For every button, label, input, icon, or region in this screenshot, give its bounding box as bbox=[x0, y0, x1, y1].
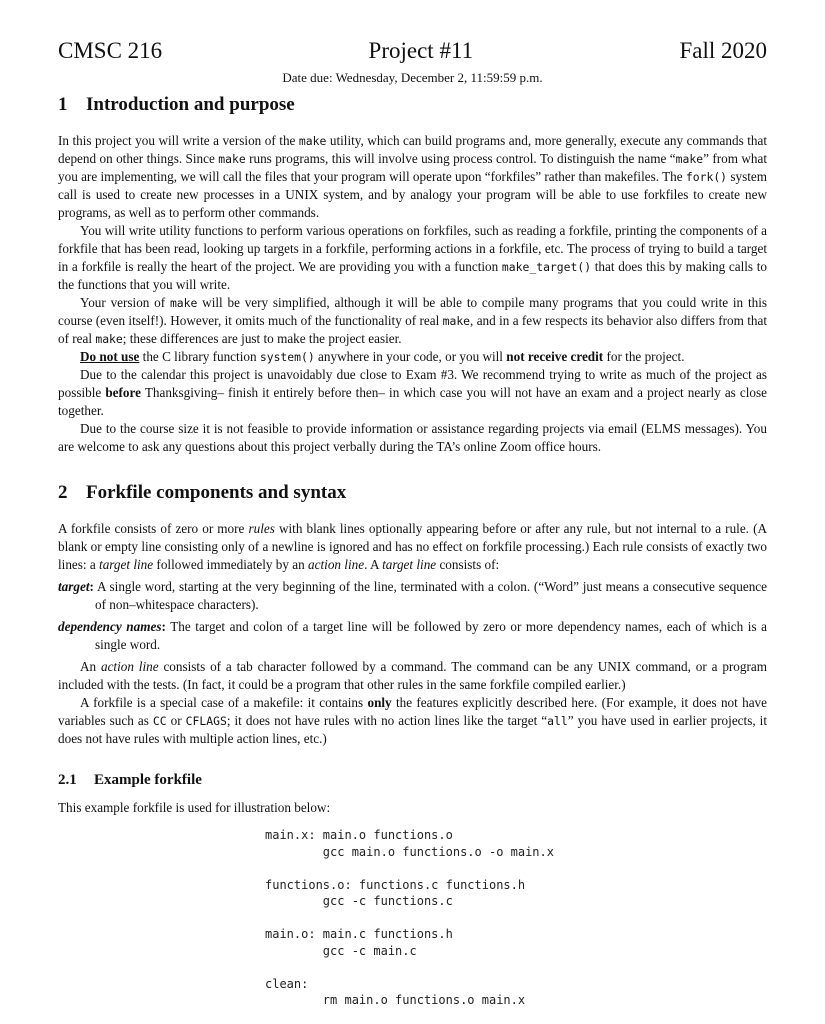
section-number: 1 bbox=[58, 94, 68, 115]
paragraph: Your version of make will be very simplified, although it will be able to compile many programs that you could write in this course (even itself!). However, it omits much of the functionality of real make, and in a few respects its behavior also differs from that of real make; these differences are just to make the project easier. bbox=[58, 295, 767, 346]
main-content bbox=[58, 94, 767, 1009]
section-title: Forkfile components and syntax bbox=[86, 482, 347, 503]
example-intro: This example forkfile is used for illustration below: bbox=[58, 800, 331, 815]
paragraph: Due to the calendar this project is unavoidably due close to Exam #3. We recommend trying to write as much of the project as possible before Thanksgiving– finish it entirely before then– in which case you will not have an exam and a project nearly as close together. bbox=[58, 367, 767, 418]
subsection-number: 2.1 bbox=[58, 772, 77, 788]
section-number: 2 bbox=[58, 482, 68, 503]
definition-dependency-names: dependency names: The target and colon of a target line will be followed by zero or more dependency names, each of which is a single word. bbox=[58, 619, 768, 652]
paragraph: Due to the course size it is not feasible to provide information or assistance regarding projects via email (ELMS messages). You are welcome to ask any questions about this project verbally during the TA’s online Zoom office hours. bbox=[58, 421, 767, 454]
project-title: Project #11 bbox=[368, 38, 474, 63]
subsection-title: Example forkfile bbox=[94, 772, 202, 788]
course-name: CMSC 216 bbox=[58, 38, 163, 63]
subsection-2-1-heading bbox=[58, 772, 767, 789]
warning-emphasis: Do not use bbox=[80, 349, 140, 364]
example-forkfile-code: main.x: main.o functions.o gcc main.o functions.o -o main.x functions.o: functions.c functions.h gcc -c functions.c main.o: main.c functions.h gcc -c main.c clean: rm main.o functions.o main.x bbox=[265, 828, 554, 1007]
paragraph: An action line consists of a tab character followed by a command. The command can be any UNIX command, or a program included with the tests. (In fact, it could be a program that other rules in the same forkfile compiled earlier.) bbox=[58, 659, 767, 692]
paragraph: A forkfile consists of zero or more rules with blank lines optionally appearing before or after any rule, but not internal to a rule. (A blank or empty line consisting only of a newline is ignored and has no effect on forkfile processing.) Each rule consists of exactly two lines: a target line followed immediately by an action line. A target line consists of: bbox=[58, 521, 767, 572]
section-title: Introduction and purpose bbox=[86, 94, 295, 115]
section-2-heading bbox=[58, 482, 767, 504]
paragraph: A forkfile is a special case of a makefile: it contains only the features explicitly described here. (For example, it does not have variables such as CC or CFLAGS; it does not have rules with no action lines like the target “all” you have used in earlier projects, it does not have rules with multiple action lines, etc.) bbox=[58, 695, 768, 746]
paragraph: You will write utility functions to perform various operations on forkfiles, such as reading a forkfile, printing the components of a forkfile that has been read, looking up targets in a forkfile, performing actions in a forkfile, etc. The process of trying to build a target in a forkfile is really the heart of the project. We are providing you with a function make_target() that does this by making calls to the functions that you will write. bbox=[58, 223, 768, 292]
section-1-heading bbox=[58, 94, 767, 116]
paragraph: Do not use the C library function system() anywhere in your code, or you will not receive credit for the project. bbox=[80, 349, 685, 364]
due-date: Date due: Wednesday, December 2, 11:59:59 p.m. bbox=[282, 70, 543, 85]
definition-target: target: A single word, starting at the very beginning of the line, terminated with a colon. (“Word” just means a consecutive sequence of non–whitespace characters). bbox=[58, 579, 767, 612]
term: Fall 2020 bbox=[679, 38, 767, 63]
paragraph: In this project you will write a version of the make utility, which can build programs and, more generally, execute any commands that depend on other things. Since make runs programs, this will involve using process control. To distinguish the name “make” from what you are implementing, we will call the files that your program will operate upon “forkfiles” rather than makefiles. The fork() system call is used to create new processes in a UNIX system, and by analogy your program will be able to use forkfiles to create new programs, as well as to perform other commands. bbox=[58, 133, 768, 220]
page-header bbox=[58, 38, 767, 64]
